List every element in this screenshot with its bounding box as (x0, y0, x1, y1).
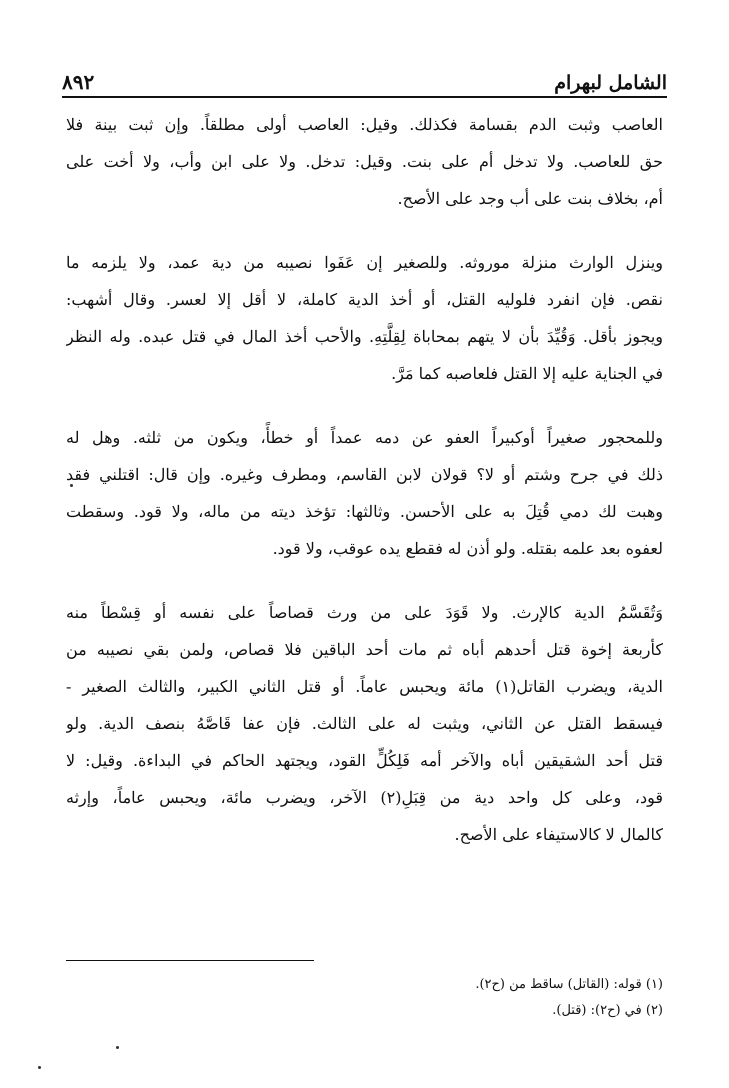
text-line: كأربعة إخوة قتل أحدهم أباه ثم مات أحد الباقين فلا قصاص، ولمن بقي نصيبه من (66, 640, 663, 659)
text-line: وللمحجور صغيراً أوكبيراً العفو عن دمه عمداً أو خطأً، ويكون من ثلثه. وهل له (66, 428, 663, 447)
footnote: (٢) في (ح٢): (قتل). (552, 1003, 663, 1018)
paragraph (66, 594, 663, 853)
text-line: فيسقط القتل عن الثاني، ويثبت له على الثالث. فإن عفا قَاصَّهُ بنصف الدية. ولو (66, 714, 663, 733)
page-number: ٨٩٢ (62, 70, 95, 94)
text-line: لعفوه بعد علمه بقتله. ولو أذن له فقطع يده عوقب، ولا قود. (272, 539, 663, 558)
footnote: (١) قوله: (القاتل) ساقط من (ح٢). (475, 977, 663, 992)
text-line: وينزل الوارث منزلة موروثه. وللصغير إن عَفَوا نصيبه من دية عمد، ولا يلزمه ما (66, 253, 663, 272)
text-line: ويجوز بأقل. وَقُيِّدَ بأن لا يتهم بمحاباة لِقِلَّتِهِ. والأحب أخذ المال في قتل عبده. وله النظر (66, 327, 663, 346)
text-line: قتل أحد الشقيقين أباه والآخر أمه فَلِكُلٍّ القود، ويجتهد الحاكم في البداءة. وقيل: لا (66, 751, 663, 770)
text-line: نقص. فإن انفرد فلوليه القتل، أو أخذ الدية كاملة، لا أقل إلا لعسر. وقال أشهب: (66, 290, 663, 309)
paragraph (66, 419, 663, 567)
text-line: أم، بخلاف بنت على أب وجد على الأصح. (397, 189, 663, 208)
text-line: وَتُقَسَّمُ الدية كالإرث. ولا قَوَدَ على من ورث قصاصاً على نفسه أو قِسْطاً منه (66, 603, 663, 622)
text-line: حق للعاصب. ولا تدخل أم على بنت. وقيل: تدخل. ولا على ابن وأب، ولا أخت على (66, 152, 663, 171)
text-line: كالمال لا كالاستيفاء على الأصح. (454, 825, 663, 844)
footnotes (66, 972, 663, 1024)
paragraph (66, 244, 663, 392)
header-rule (62, 96, 667, 98)
text-line: قود، وعلى كل واحد دية من قِبَلِ(٢) الآخر، ويضرب مائة، ويحبس عاماً، وإرثه (66, 788, 663, 807)
text-line: العاصب وثبت الدم بقسامة فكذلك. وقيل: العاصب أولى مطلقاً. وإن ثبت بينة فلا (66, 115, 663, 134)
text-line: وهبت لك دمي قُتِلَ به على الأحسن. وثالثها: تؤخذ ديته من ماله، ولا قود. وسقطت (66, 502, 663, 521)
text-line: ذلك في جرح وشتم أو لا؟ قولان لابن القاسم، ومطرف وغيره. وإن قال: اقتلني فقد (66, 465, 663, 484)
page-header (62, 58, 667, 94)
scan-speck (116, 1046, 119, 1049)
main-text (66, 106, 663, 868)
paragraph (66, 106, 663, 217)
scan-speck (70, 484, 73, 487)
text-line: الدية، ويضرب القاتل(١) مائة ويحبس عاماً. أو قتل الثاني الكبير، والثالث الصغير - (66, 677, 663, 696)
text-line: في الجناية عليه إلا القتل فلعاصبه كما مَرَّ. (391, 364, 663, 383)
scan-speck (38, 1066, 41, 1069)
running-title: الشامل لبهرام (554, 72, 667, 94)
footnote-rule (66, 960, 314, 961)
